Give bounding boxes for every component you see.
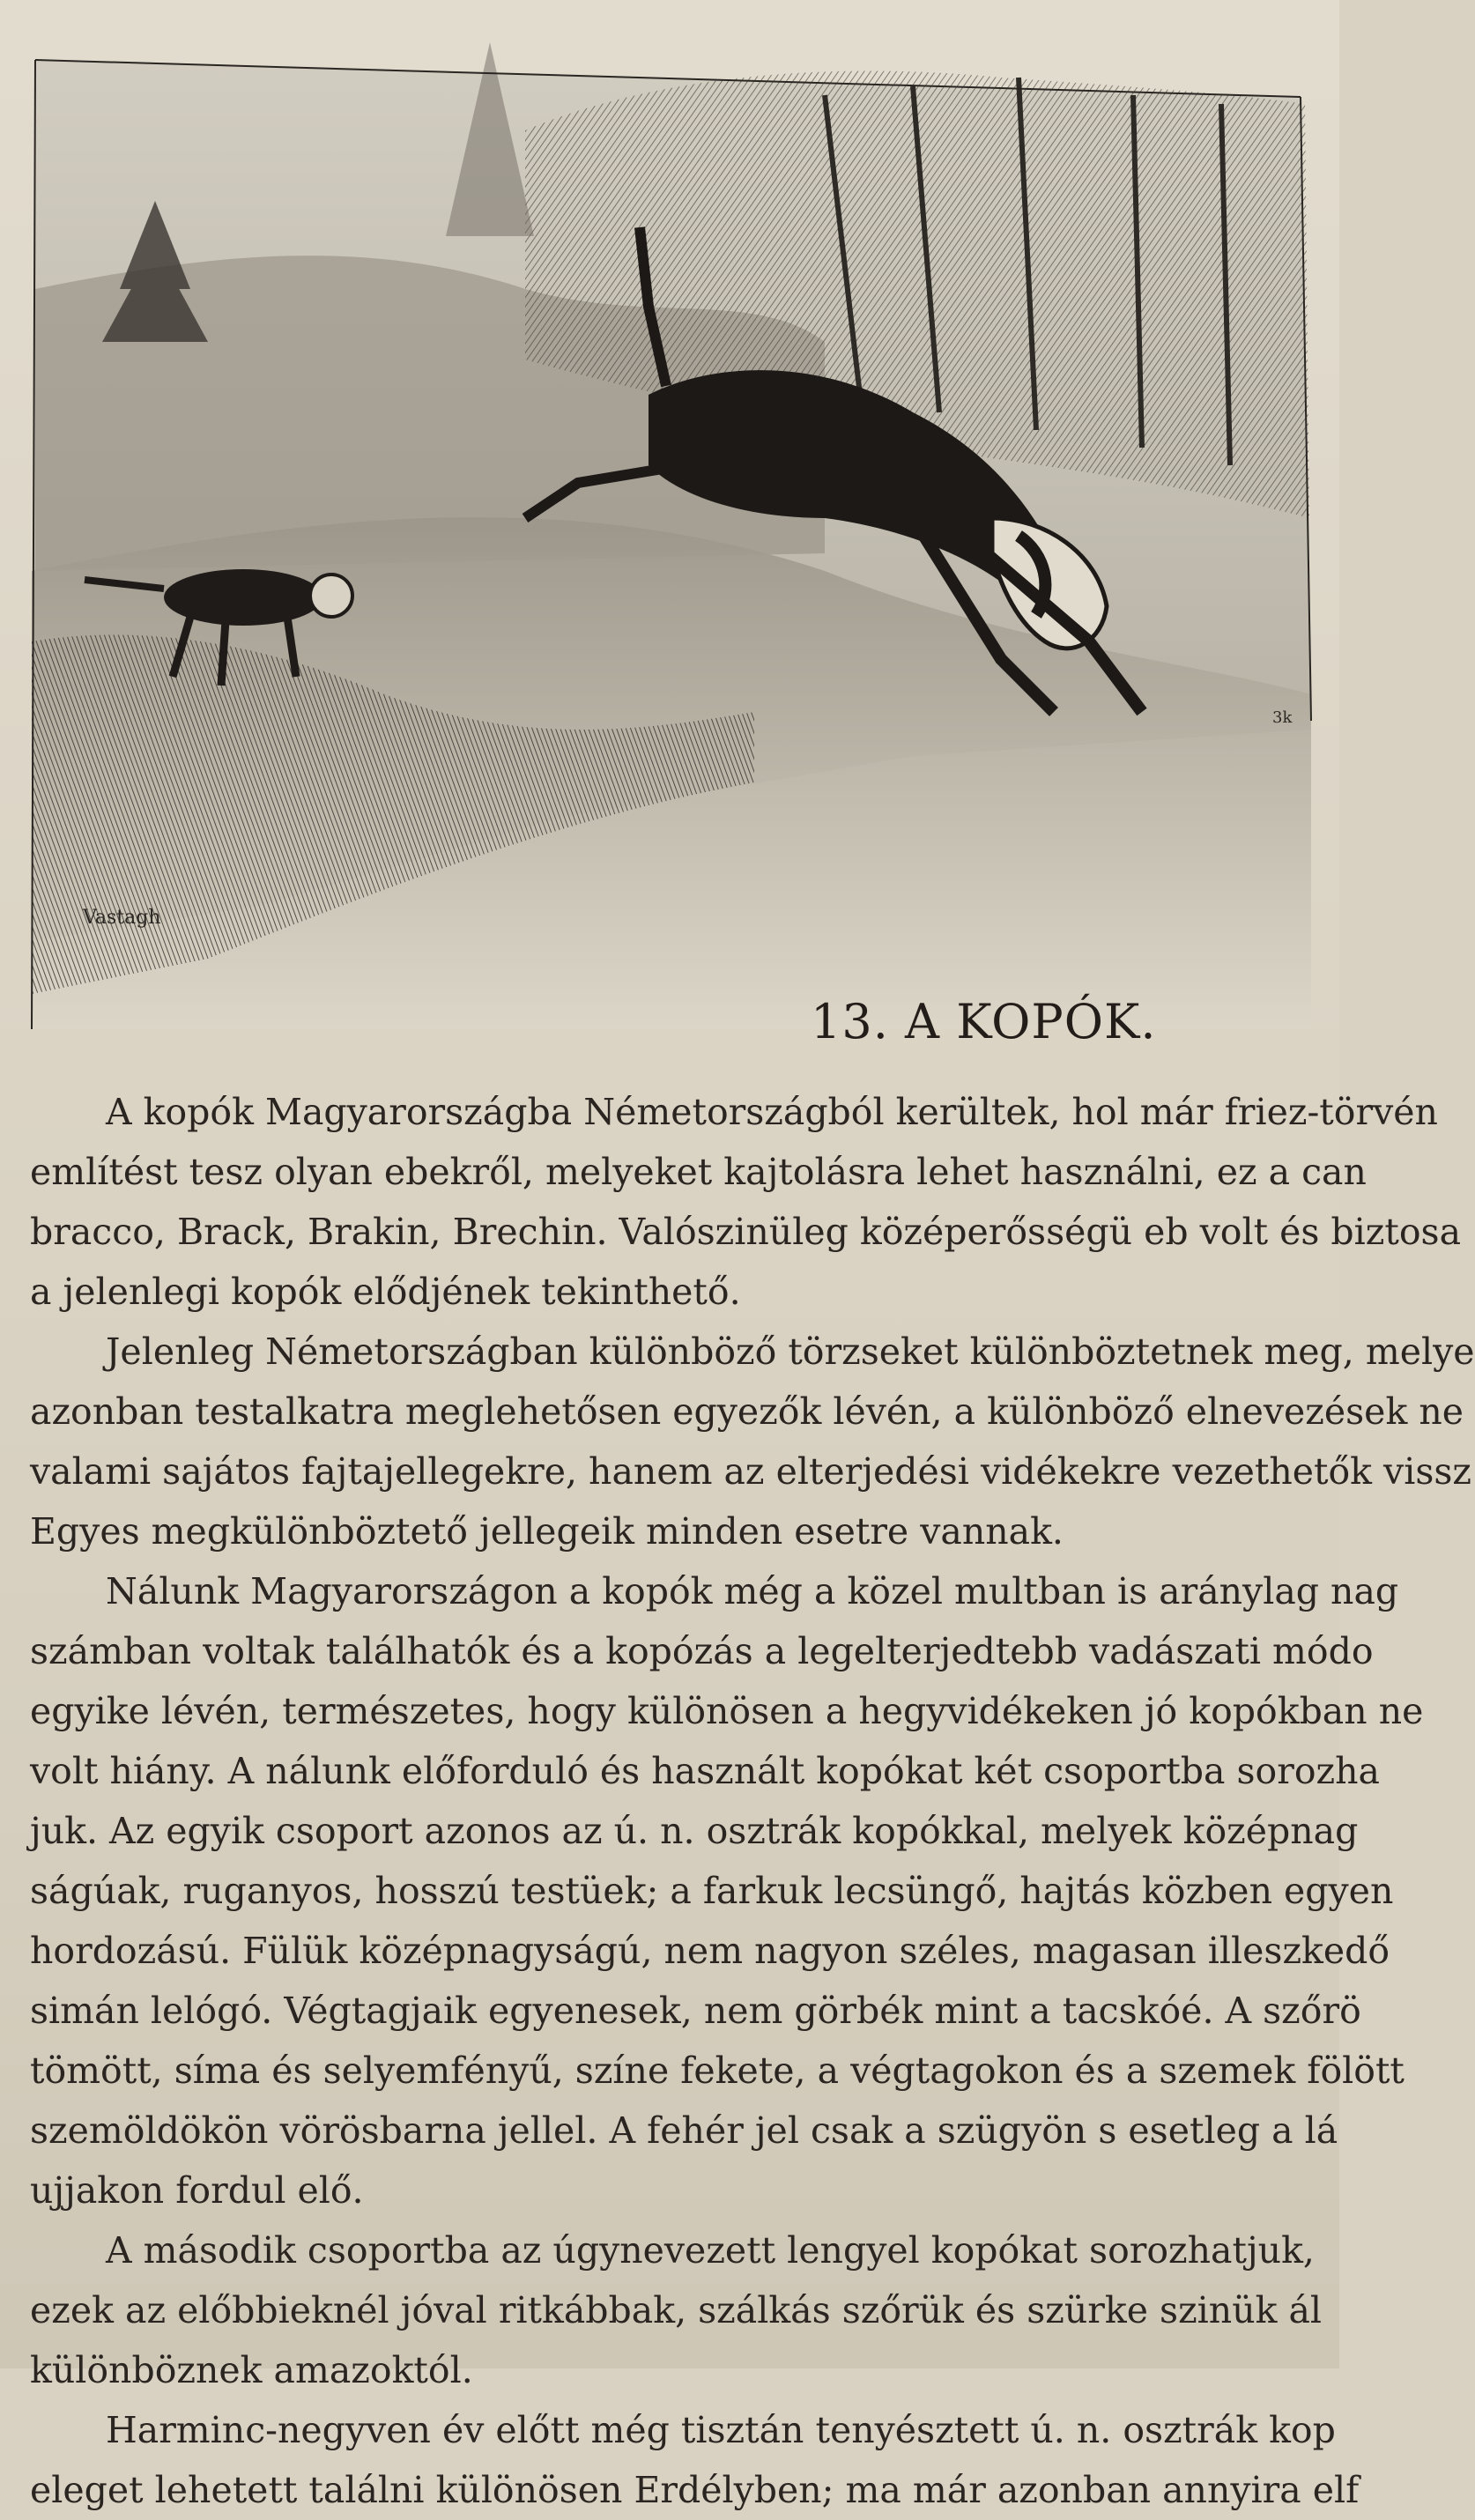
text-line: számban voltak találhatók és a kopózás a legelterjedtebb vadászati módo (30, 1630, 1374, 1672)
text-line: a jelenlegi kopók elődjének tekinthető. (30, 1271, 741, 1313)
paragraph (30, 2220, 1323, 2400)
text-line: ságúak, ruganyos, hosszú testüek; a farkuk lecsüngő, hajtás közben egyen (30, 1870, 1394, 1912)
text-line: szemöldökön vörösbarna jellel. A fehér jel csak a szügyön s esetleg a lá (30, 2109, 1338, 2152)
text-line: A második csoportba az úgynevezett lengyel kopókat sorozhatjuk, (106, 2229, 1315, 2272)
paragraph (30, 1561, 1424, 2220)
hunting-dogs-engraving-icon (32, 25, 1311, 1029)
text-line: hordozású. Fülük középnagyságú, nem nagyon széles, magasan illeszkedő (30, 1930, 1390, 1972)
text-line: ujjakon fordul elő. (30, 2169, 364, 2212)
text-line: A kopók Magyarországba Németországból kerültek, hol már friez-törvén (106, 1091, 1438, 1133)
paragraph (30, 2400, 1360, 2520)
text-line: különböznek amazoktól. (30, 2349, 473, 2391)
text-line: juk. Az egyik csoport azonos az ú. n. osztrák kopókkal, melyek középnag (30, 1810, 1359, 1852)
paragraph (30, 1082, 1462, 1322)
text-line: bracco, Brack, Brakin, Brechin. Valószinüleg középerősségü eb volt és biztosa (30, 1211, 1462, 1253)
text-line: eleget lehetett találni különösen Erdélyben; ma már azonban annyira elf (30, 2469, 1360, 2511)
text-line: ezek az előbbieknél jóval ritkábbak, szálkás szőrük és szürke szinük ál (30, 2289, 1323, 2331)
text-line: Nálunk Magyarországon a kopók még a közel multban is aránylag nag (106, 1570, 1399, 1612)
text-line: simán lelógó. Végtagjaik egyenesek, nem görbék mint a tacskóé. A szőrö (30, 1990, 1361, 2032)
text-line: említést tesz olyan ebekről, melyeket kajtolásra lehet használni, ez a can (30, 1151, 1367, 1193)
text-line: valami sajátos fajtajellegekre, hanem az elterjedési vidékekre vezethetők vissz (30, 1450, 1472, 1493)
chapter-heading: 13. A KOPÓK. (811, 994, 1157, 1049)
engraver-mark: 3k (1272, 708, 1293, 727)
text-line: volt hiány. A nálunk előforduló és használt kopókat két csoportba sorozha (30, 1750, 1380, 1792)
text-line: tömött, síma és selyemfényű, színe fekete, a végtagokon és a szemek fölött (30, 2049, 1405, 2092)
text-line: Egyes megkülönböztető jellegeik minden esetre vannak. (30, 1510, 1064, 1553)
artist-signature: Vastagh (83, 907, 161, 929)
text-line: Harminc-negyven év előtt még tisztán tenyésztett ú. n. osztrák kop (106, 2409, 1336, 2451)
text-line: azonban testalkatra meglehetősen egyezők lévén, a különböző elnevezések ne (30, 1390, 1464, 1433)
text-line: Jelenleg Németországban különböző törzseket különböztetnek meg, melye (106, 1330, 1475, 1373)
body-text (30, 1082, 1475, 2520)
engraving-illustration (32, 25, 1311, 1029)
text-line: egyike lévén, természetes, hogy különösen a hegyvidékeken jó kopókban ne (30, 1690, 1424, 1732)
paragraph (30, 1322, 1475, 1561)
